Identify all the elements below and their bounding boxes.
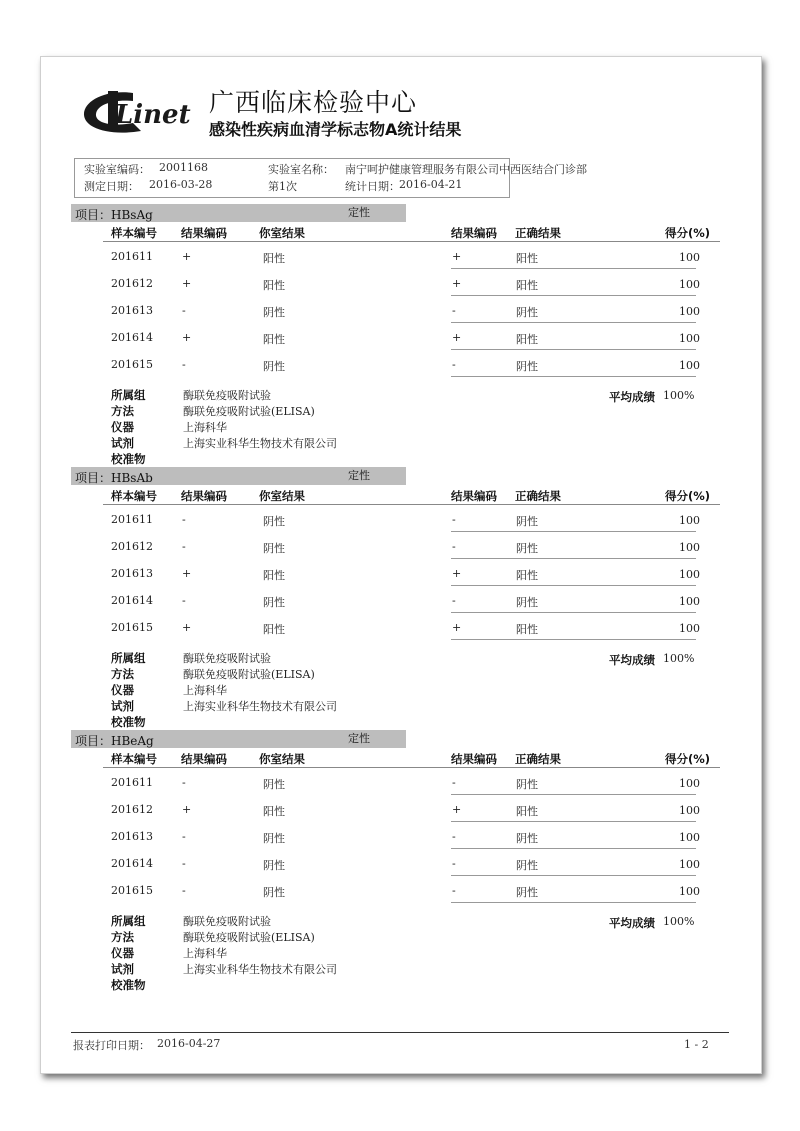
project-bar [71,730,406,748]
row-correct: 阳性 [516,569,538,582]
row-code2: + [452,277,462,290]
row-result: 阴性 [263,306,285,319]
row-code: - [182,513,186,526]
report-page [40,56,762,1074]
meta-method-label: 方法 [111,404,134,418]
page-title: 广西临床检验中心 [209,88,418,117]
meta-instrument-label: 仪器 [111,420,134,434]
row-rule [451,295,696,296]
meta-reagent-value: 上海实业科华生物技术有限公司 [183,437,337,450]
row-score: 100 [679,804,700,817]
meta-group-label: 所属组 [111,388,146,402]
row-code: - [182,857,186,870]
project-name: 项目：HBsAg [75,208,153,222]
row-result: 阴性 [263,542,285,555]
row-code2: + [452,803,462,816]
row-sample: 201615 [111,358,153,371]
row-result: 阴性 [263,778,285,791]
logo-text: Linet [115,100,191,130]
row-code: + [182,250,192,263]
col-your-result: 你室结果 [259,752,305,766]
col-score: 得分(%) [665,752,711,766]
row-result: 阳性 [263,279,285,292]
row-score: 100 [679,885,700,898]
row-result: 阴性 [263,515,285,528]
section-hbeag [41,730,761,992]
row-code2: - [452,594,456,607]
row-code: - [182,304,186,317]
row-sample: 201614 [111,331,153,344]
meta-calibrator-label: 校准物 [111,978,146,992]
row-sample: 201615 [111,884,153,897]
row-code: + [182,277,192,290]
page-subtitle: 感染性疾病血清学标志物A统计结果 [209,120,462,139]
test-date-label: 测定日期： [84,180,139,193]
meta-method-label: 方法 [111,930,134,944]
row-result: 阳性 [263,623,285,636]
avg-score-value: 100% [663,652,695,665]
lab-code-value: 2001168 [159,161,208,174]
meta-group-value: 酶联免疫吸附试验 [183,652,271,665]
row-code2: - [452,830,456,843]
row-correct: 阴性 [516,832,538,845]
row-code: - [182,884,186,897]
print-date-value: 2016-04-27 [157,1037,221,1050]
row-code: + [182,331,192,344]
col-code2: 结果编码 [451,489,497,503]
row-rule [451,322,696,323]
row-code: + [182,621,192,634]
row-score: 100 [679,251,700,264]
project-bar [71,467,406,485]
row-code2: + [452,567,462,580]
row-rule [451,639,696,640]
col-code: 结果编码 [181,226,227,240]
col-code: 结果编码 [181,489,227,503]
project-name: 项目：HBsAb [75,471,153,485]
row-score: 100 [679,359,700,372]
row-rule [451,558,696,559]
row-sample: 201615 [111,621,153,634]
row-code: - [182,540,186,553]
row-rule [451,875,696,876]
lab-code-label: 实验室编码： [84,163,150,176]
row-result: 阳性 [263,805,285,818]
lab-name-value: 南宁呵护健康管理服务有限公司中西医结合门诊部 [345,163,587,176]
meta-method-value: 酶联免疫吸附试验(ELISA) [183,405,315,418]
row-sample: 201612 [111,277,153,290]
row-code2: - [452,776,456,789]
meta-group-value: 酶联免疫吸附试验 [183,915,271,928]
row-correct: 阳性 [516,279,538,292]
row-code2: - [452,857,456,870]
meta-instrument-value: 上海科华 [183,684,227,697]
meta-group-label: 所属组 [111,651,146,665]
row-code2: - [452,304,456,317]
row-rule [451,794,696,795]
col-code2: 结果编码 [451,752,497,766]
row-rule [451,531,696,532]
row-correct: 阴性 [516,515,538,528]
row-sample: 201613 [111,567,153,580]
row-correct: 阳性 [516,623,538,636]
col-code2: 结果编码 [451,226,497,240]
col-sample: 样本编号 [111,752,157,766]
row-correct: 阴性 [516,859,538,872]
test-date-value: 2016-03-28 [149,178,213,191]
round-label: 第1次 [268,180,297,193]
meta-reagent-value: 上海实业科华生物技术有限公司 [183,700,337,713]
col-your-result: 你室结果 [259,489,305,503]
col-correct: 正确结果 [515,226,561,240]
row-code2: + [452,331,462,344]
row-code: + [182,567,192,580]
row-sample: 201612 [111,540,153,553]
row-score: 100 [679,831,700,844]
row-code2: - [452,540,456,553]
page-number: 1 - 2 [684,1038,709,1051]
project-type: 定性 [348,732,370,745]
project-name: 项目：HBeAg [75,734,154,748]
row-sample: 201611 [111,513,153,526]
header-rule [103,504,720,505]
row-rule [451,821,696,822]
row-code: - [182,594,186,607]
col-score: 得分(%) [665,489,711,503]
meta-reagent-value: 上海实业科华生物技术有限公司 [183,963,337,976]
col-correct: 正确结果 [515,752,561,766]
print-date-label: 报表打印日期： [73,1039,150,1052]
row-sample: 201613 [111,304,153,317]
meta-group-value: 酶联免疫吸附试验 [183,389,271,402]
row-result: 阴性 [263,859,285,872]
col-correct: 正确结果 [515,489,561,503]
header-rule [103,767,720,768]
meta-method-value: 酶联免疫吸附试验(ELISA) [183,668,315,681]
avg-score-label: 平均成绩 [609,653,655,667]
row-score: 100 [679,278,700,291]
row-score: 100 [679,777,700,790]
row-rule [451,585,696,586]
avg-score-value: 100% [663,389,695,402]
meta-instrument-label: 仪器 [111,683,134,697]
row-sample: 201614 [111,594,153,607]
meta-instrument-value: 上海科华 [183,421,227,434]
row-score: 100 [679,595,700,608]
row-code2: - [452,358,456,371]
meta-method-value: 酶联免疫吸附试验(ELISA) [183,931,315,944]
row-sample: 201614 [111,857,153,870]
row-score: 100 [679,332,700,345]
meta-calibrator-label: 校准物 [111,715,146,729]
row-correct: 阴性 [516,886,538,899]
row-score: 100 [679,541,700,554]
section-hbsab [41,467,761,729]
header-rule [103,241,720,242]
row-correct: 阴性 [516,542,538,555]
row-result: 阴性 [263,886,285,899]
row-rule [451,349,696,350]
meta-reagent-label: 试剂 [111,699,134,713]
row-correct: 阴性 [516,306,538,319]
avg-score-label: 平均成绩 [609,390,655,404]
col-sample: 样本编号 [111,226,157,240]
avg-score-value: 100% [663,915,695,928]
row-result: 阳性 [263,569,285,582]
footer-rule [71,1032,729,1033]
meta-reagent-label: 试剂 [111,962,134,976]
row-sample: 201612 [111,803,153,816]
col-code: 结果编码 [181,752,227,766]
row-rule [451,848,696,849]
linet-logo [81,87,203,137]
col-sample: 样本编号 [111,489,157,503]
meta-instrument-label: 仪器 [111,946,134,960]
stat-date-value: 2016-04-21 [399,178,463,191]
row-sample: 201611 [111,250,153,263]
meta-calibrator-label: 校准物 [111,452,146,466]
row-correct: 阳性 [516,333,538,346]
row-code2: + [452,621,462,634]
row-code: - [182,830,186,843]
row-result: 阴性 [263,832,285,845]
row-correct: 阳性 [516,805,538,818]
row-sample: 201611 [111,776,153,789]
row-result: 阳性 [263,333,285,346]
col-your-result: 你室结果 [259,226,305,240]
row-correct: 阴性 [516,778,538,791]
row-code: + [182,803,192,816]
row-rule [451,376,696,377]
row-rule [451,902,696,903]
row-code: - [182,776,186,789]
row-rule [451,268,696,269]
meta-instrument-value: 上海科华 [183,947,227,960]
stat-date-label: 统计日期： [345,180,400,193]
row-code2: - [452,884,456,897]
section-hbsag [41,204,761,466]
row-score: 100 [679,305,700,318]
meta-reagent-label: 试剂 [111,436,134,450]
row-score: 100 [679,858,700,871]
row-correct: 阴性 [516,360,538,373]
row-score: 100 [679,568,700,581]
lab-name-label: 实验室名称： [268,163,334,176]
row-code: - [182,358,186,371]
row-sample: 201613 [111,830,153,843]
row-code2: - [452,513,456,526]
row-result: 阴性 [263,596,285,609]
row-result: 阳性 [263,252,285,265]
row-code2: + [452,250,462,263]
row-correct: 阴性 [516,596,538,609]
col-score: 得分(%) [665,226,711,240]
project-type: 定性 [348,206,370,219]
row-rule [451,612,696,613]
row-score: 100 [679,514,700,527]
avg-score-label: 平均成绩 [609,916,655,930]
meta-method-label: 方法 [111,667,134,681]
project-type: 定性 [348,469,370,482]
row-correct: 阳性 [516,252,538,265]
project-bar [71,204,406,222]
row-result: 阴性 [263,360,285,373]
row-score: 100 [679,622,700,635]
meta-group-label: 所属组 [111,914,146,928]
